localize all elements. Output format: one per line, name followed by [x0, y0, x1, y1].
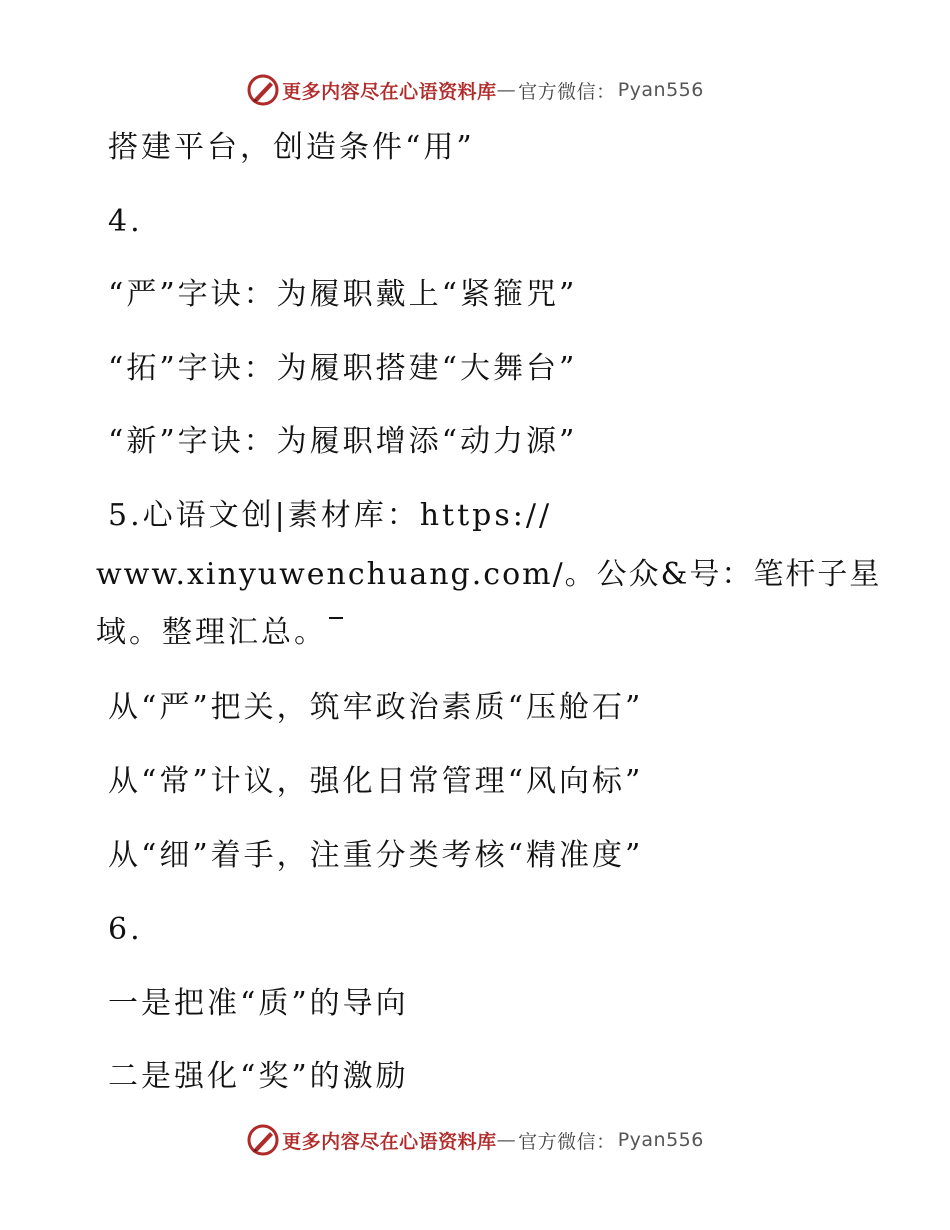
text-line-12: 6.	[108, 912, 143, 947]
text-line-9: 从“严”把关，筑牢政治素质“压舱石”	[108, 690, 644, 725]
banner-text: 更多内容尽在心语资料库	[282, 80, 497, 103]
pen-logo-icon	[246, 73, 280, 107]
text-line-8: 域。整理汇总。	[96, 615, 327, 650]
text-cursor	[329, 617, 343, 619]
banner-wechat-id: Pyan556	[617, 79, 704, 101]
text-line-10: 从“常”计议，强化日常管理“风向标”	[108, 764, 644, 799]
banner-text: 更多内容尽在心语资料库	[282, 1130, 497, 1153]
banner-separator: —	[496, 79, 517, 101]
text-line-14: 二是强化“奖”的激励	[108, 1059, 409, 1094]
pen-logo-icon	[246, 1123, 280, 1157]
text-line-7: www.xinyuwenchuang.com/。公众&号：笔杆子星	[96, 557, 882, 592]
footer-watermark-banner	[0, 1120, 950, 1160]
text-line-8-row	[96, 613, 343, 653]
banner-wechat-label: 官方微信：	[518, 80, 616, 103]
text-line-1: 搭建平台，创造条件“用”	[108, 130, 475, 165]
text-line-5: “新”字诀：为履职增添“动力源”	[108, 424, 578, 459]
text-line-11: 从“细”着手，注重分类考核“精准度”	[108, 838, 644, 873]
text-line-2: 4.	[108, 204, 143, 239]
text-line-6: 5.心语文创|素材库：https://	[108, 498, 553, 533]
banner-wechat-label: 官方微信：	[518, 1130, 616, 1153]
banner-wechat-id: Pyan556	[617, 1129, 704, 1151]
text-line-3: “严”字诀：为履职戴上“紧箍咒”	[108, 277, 578, 312]
text-line-4: “拓”字诀：为履职搭建“大舞台”	[108, 351, 578, 386]
header-watermark-banner	[0, 70, 950, 110]
banner-separator: —	[496, 1129, 517, 1151]
text-line-13: 一是把准“质”的导向	[108, 986, 409, 1021]
